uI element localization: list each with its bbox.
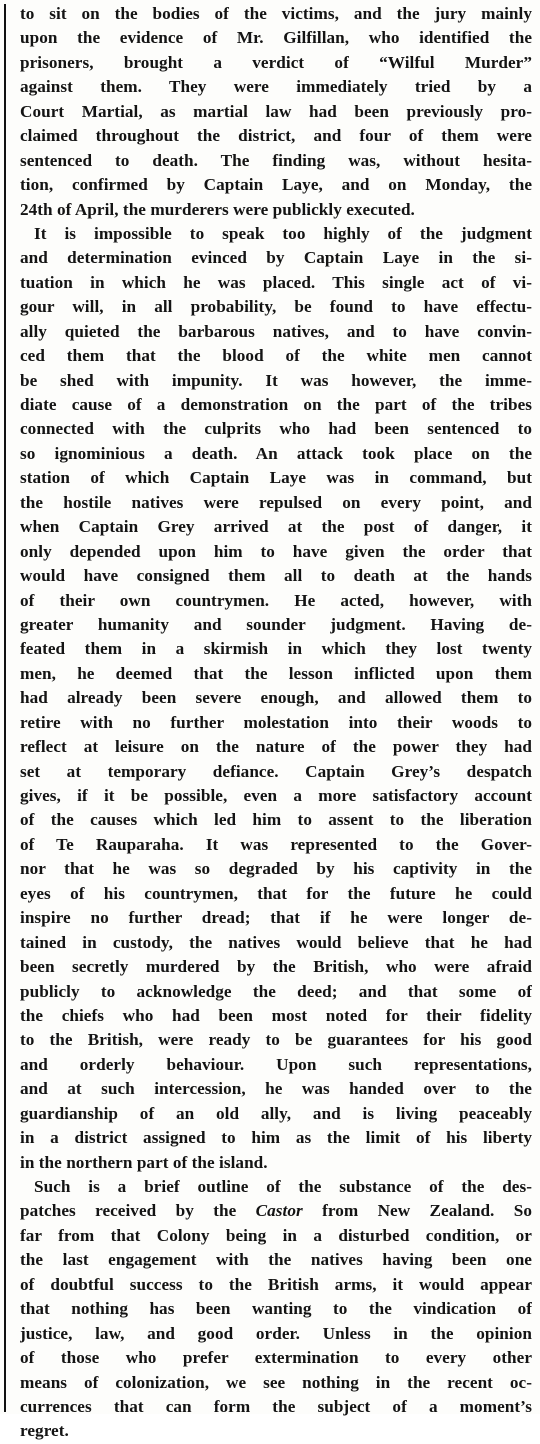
text-line: would have consigned them all to death at the hands (20, 566, 532, 586)
text-line: the last engagement with the natives having been one (20, 1250, 532, 1270)
text-line: against them. They were immediately tried by a (20, 77, 532, 97)
text-line: Court Martial, as martial law had been previously pro- (20, 101, 532, 121)
text-line: Such is a brief outline of the substance of the des- (34, 1177, 532, 1196)
text-line: been secretly murdered by the British, who were afraid (20, 957, 532, 977)
text-line: currences that can form the subject of a moment’s (20, 1396, 532, 1416)
text-line: and at such intercession, he was handed over to the (20, 1079, 532, 1099)
text-line: inspire no further dread; that if he were longer de- (20, 908, 532, 928)
column-rule (4, 4, 6, 1412)
text-line: patches received by the Castor from New Zealand. So (20, 1201, 532, 1221)
text-line: claimed throughout the district, and four of them were (20, 126, 532, 146)
text-line: upon the evidence of Mr. Gilfillan, who identified the (20, 28, 532, 48)
text-line: set at temporary defiance. Captain Grey’s despatch (20, 761, 532, 781)
text-line: prisoners, brought a verdict of “Wilful Murder” (20, 52, 532, 72)
text-line: and determination evinced by Captain Laye in the si- (20, 248, 532, 268)
text-line: of doubtful success to the British arms, it would appear (20, 1274, 532, 1294)
text-line: retire with no further molestation into their woods to (20, 712, 532, 732)
text-line: publicly to acknowledge the deed; and that some of (20, 981, 532, 1001)
text-line: to the British, were ready to be guarantees for his good (20, 1030, 532, 1050)
text-line: of those who prefer extermination to every other (20, 1348, 532, 1368)
text-line: so ignominious a death. An attack took place on the (20, 443, 532, 463)
text-line: It is impossible to speak too highly of the judgment (34, 223, 532, 243)
text-line: gour will, in all probability, be found to have effectu- (20, 297, 532, 317)
text-line: guardianship of an old ally, and is living peaceably (20, 1103, 532, 1123)
text-line: of their own countrymen. He acted, however, with (20, 590, 532, 610)
text-line: ced them that the blood of the white men cannot (20, 346, 532, 366)
text-line: to sit on the bodies of the victims, and the jury mainly (20, 4, 532, 23)
text-line: had already been severe enough, and allowed them to (20, 688, 532, 708)
text-line: only depended upon him to have given the order that (20, 541, 532, 561)
article-paragraph (20, 222, 532, 1175)
text-line: when Captain Grey arrived at the post of danger, it (20, 517, 532, 537)
text-line: that nothing has been wanting to the vindication of (20, 1299, 532, 1319)
text-line: in the northern part of the island. (20, 1152, 268, 1172)
text-line: far from that Colony being in a disturbed condition, or (20, 1225, 532, 1245)
text-line: diate cause of a demonstration on the part of the tribes (20, 395, 532, 414)
article-paragraph (20, 1175, 532, 1444)
article-column (20, 2, 532, 1444)
text-line: the hostile natives were repulsed on every point, and (20, 492, 532, 512)
text-line: men, he deemed that the lesson inflicted upon them (20, 663, 532, 683)
text-line: means of colonization, we see nothing in the recent oc- (20, 1372, 532, 1392)
text-line: justice, law, and good order. Unless in the opinion (20, 1323, 532, 1343)
text-line: tuation in which he was placed. This single act of vi- (20, 272, 532, 292)
text-line: nor that he was so degraded by his captivity in the (20, 859, 532, 879)
text-line: be shed with impunity. It was however, the imme- (20, 370, 532, 390)
text-line: in a district assigned to him as the limit of his liberty (20, 1128, 532, 1148)
text-line: feated them in a skirmish in which they lost twenty (20, 639, 532, 659)
text-line: and orderly behaviour. Upon such representations, (20, 1054, 532, 1074)
text-line: station of which Captain Laye was in command, but (20, 468, 532, 488)
text-line: reflect at leisure on the nature of the power they had (20, 737, 532, 757)
text-line: ally quieted the barbarous natives, and to have convin- (20, 321, 532, 341)
text-line: sentenced to death. The finding was, without hesita- (20, 150, 532, 170)
text-line: regret. (20, 1421, 69, 1441)
text-line: 24th of April, the murderers were publickly executed. (20, 199, 415, 219)
text-line: of the causes which led him to assent to the liberation (20, 810, 532, 830)
text-line: greater humanity and sounder judgment. Having de- (20, 614, 532, 634)
article-paragraph (20, 2, 532, 222)
text-line: tained in custody, the natives would believe that he had (20, 932, 532, 952)
text-line: of Te Rauparaha. It was represented to the Gover- (20, 834, 532, 854)
text-line: connected with the culprits who had been sentenced to (20, 419, 532, 439)
text-line: eyes of his countrymen, that for the future he could (20, 883, 532, 903)
text-line: the chiefs who had been most noted for their fidelity (20, 1005, 532, 1025)
text-line: tion, confirmed by Captain Laye, and on Monday, the (20, 175, 532, 195)
text-line: gives, if it be possible, even a more satisfactory account (20, 786, 532, 805)
